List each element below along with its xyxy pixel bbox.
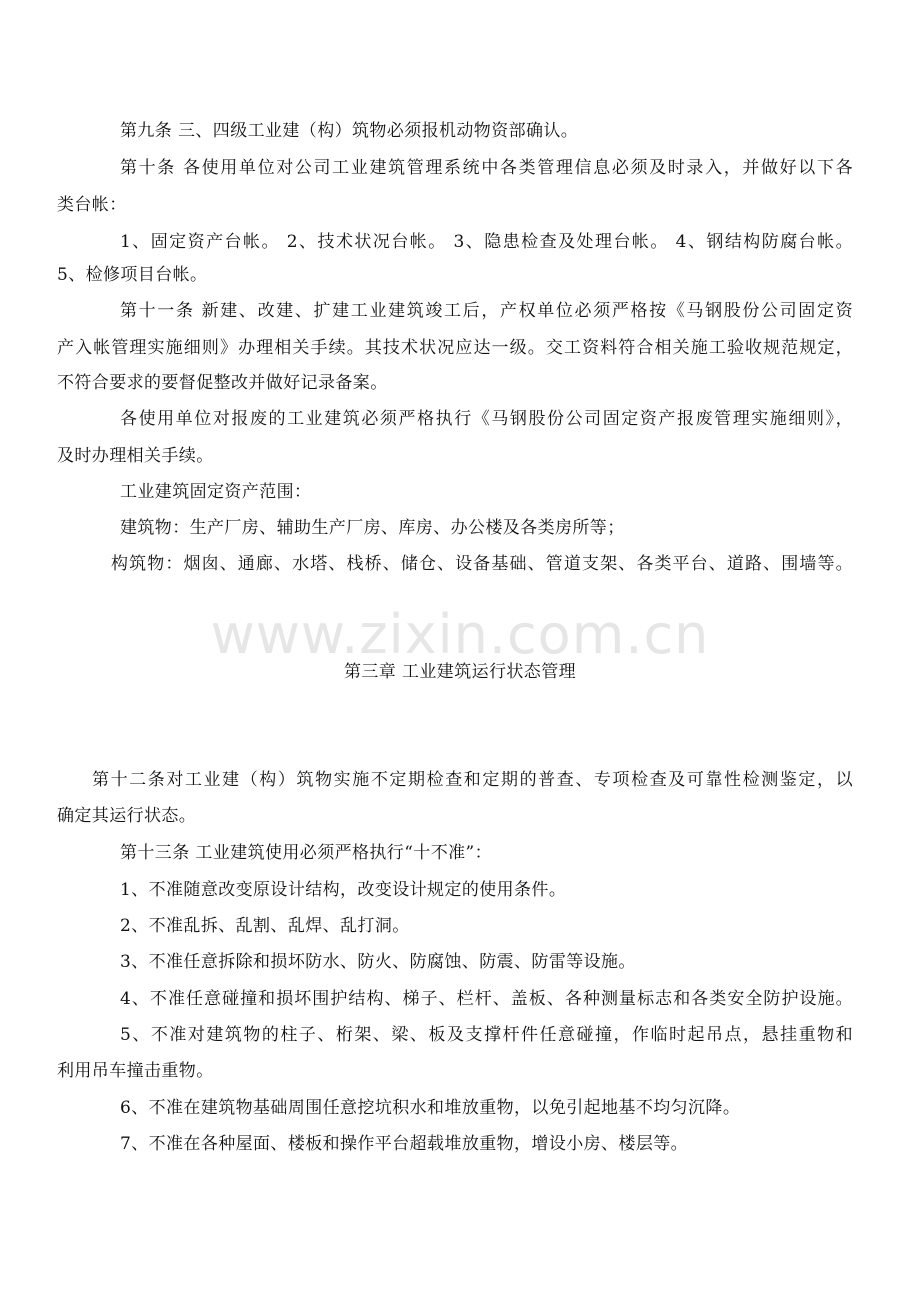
rule-2: 2、不准乱拆、乱割、乱焊、乱打洞。 (120, 916, 410, 936)
article-9: 第九条 三、四级工业建（构）筑物必须报机动物资部确认。 (120, 121, 579, 141)
buildings-scope: 建筑物：生产厂房、辅助生产厂房、库房、办公楼及各类房所等； (120, 518, 625, 538)
ledgers-line-2: 5、检修项目台帐。 (57, 265, 208, 285)
rule-5-line-2: 利用吊车撞击重物。 (57, 1061, 214, 1081)
watermark: www.zixin.com.cn (210, 603, 710, 666)
chapter-3-title: 第三章 工业建筑运行状态管理 (343, 662, 576, 682)
structures-scope: 构筑物：烟囱、通廊、水塔、栈桥、储仓、设备基础、管道支架、各类平台、道路、围墙等。 (111, 554, 853, 574)
article-10-line-2: 类台帐： (57, 195, 127, 215)
rule-1: 1、不准随意改变原设计结构，改变设计规定的使用条件。 (120, 880, 567, 900)
rule-5-line-1: 5、不准对建筑物的柱子、桁架、梁、板及支撑杆件任意碰撞，作临时起吊点，悬挂重物和 (120, 1025, 853, 1045)
article-13-title: 第十三条 工业建筑使用必须严格执行“十不准”： (120, 843, 492, 863)
scrap-line-1: 各使用单位对报废的工业建筑必须严格执行《马钢股份公司固定资产报废管理实施细则》， (120, 409, 853, 429)
rule-6: 6、不准在建筑物基础周围任意挖坑积水和堆放重物，以免引起地基不均匀沉降。 (120, 1098, 741, 1118)
rule-3: 3、不准任意拆除和损坏防水、防火、防腐蚀、防震、防雷等设施。 (120, 952, 636, 972)
article-12-line-1: 第十二条对工业建（构）筑物实施不定期检查和定期的普查、专项检查及可靠性检测鉴定，以 (92, 770, 853, 790)
article-11-line-1: 第十一条 新建、改建、扩建工业建筑竣工后，产权单位必须严格按《马钢股份公司固定资 (120, 301, 853, 321)
rule-7: 7、不准在各种屋面、楼板和操作平台超载堆放重物，增设小房、楼层等。 (120, 1134, 689, 1154)
scrap-line-2: 及时办理相关手续。 (57, 446, 214, 466)
article-11-line-2: 产入帐管理实施细则》办理相关手续。其技术状况应达一级。交工资料符合相关施工验收规范规定， (57, 338, 853, 358)
rule-4: 4、不准任意碰撞和损坏围护结构、梯子、栏杆、盖板、各种测量标志和各类安全防护设施。 (120, 989, 853, 1009)
article-11-line-3: 不符合要求的要督促整改并做好记录备案。 (57, 373, 388, 393)
article-12-line-2: 确定其运行状态。 (57, 806, 197, 826)
scope-title: 工业建筑固定资产范围： (120, 482, 312, 502)
ledgers-line-1: 1、固定资产台帐。 2、技术状况台帐。 3、隐患检查及处理台帐。 4、钢结构防腐台帐。 (120, 232, 853, 252)
article-10-line-1: 第十条 各使用单位对公司工业建筑管理系统中各类管理信息必须及时录入，并做好以下各 (120, 158, 853, 178)
